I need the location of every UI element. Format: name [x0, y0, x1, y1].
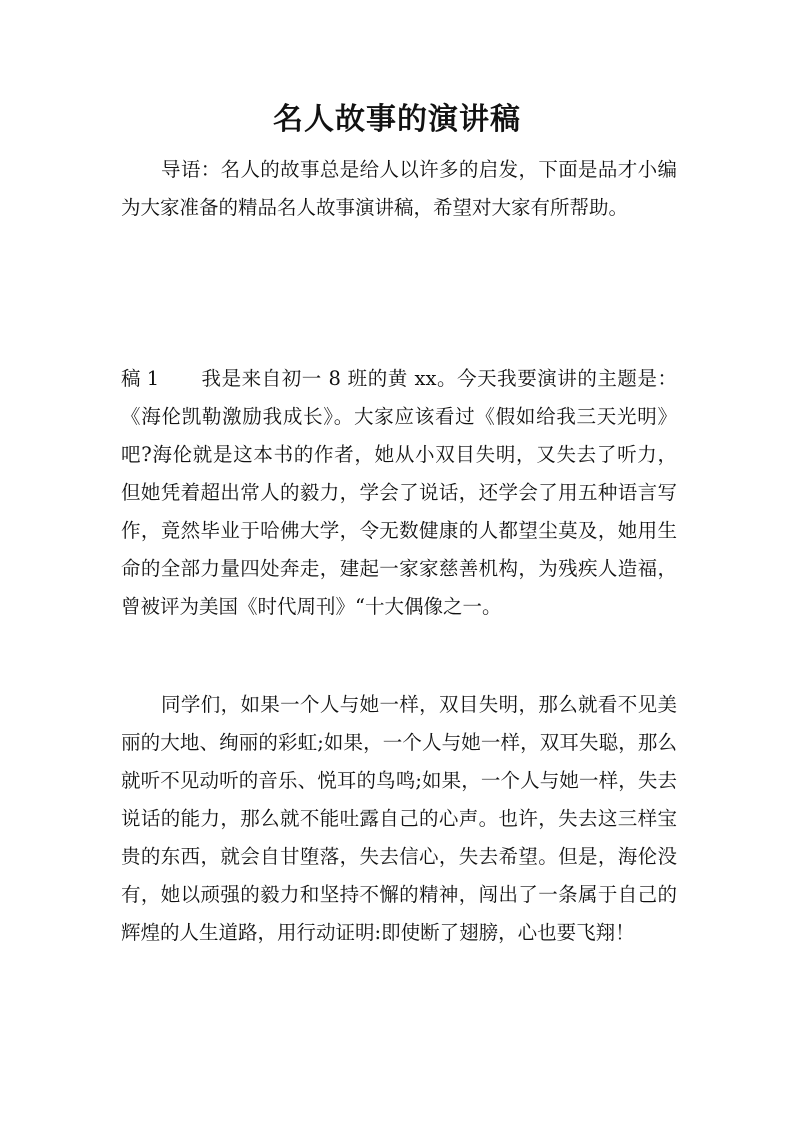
speech-paragraph-1: [121, 360, 677, 626]
speech-paragraph-2: 同学们，如果一个人与她一样，双目失明，那么就看不见美丽的大地、绚丽的彩虹;如果，一个人与她一样，双耳失聪，那么就听不见动听的音乐、悦耳的鸟鸣;如果，一个人与她一样，失去说话的能力，那么就不能吐露自己的心声。也许，失去这三样宝贵的东西，就会自甘堕落，失去信心，失去希望。但是，海伦没有，她以顽强的毅力和坚持不懈的精神，闯出了一条属于自己的辉煌的人生道路，用行动证明:即使断了翅膀，心也要飞翔！: [121, 693, 677, 944]
section-label: 稿 1: [121, 367, 160, 390]
paragraph-text: 我是来自初一 8 班的黄 xx。今天我要演讲的主题是：《海伦凯勒激励我成长》。大家应该看过《假如给我三天光明》吧?海伦就是这本书的作者，她从小双目失明，又失去了听力，但她凭着超出常人的毅力，学会了说话，还学会了用五种语言写作，竟然毕业于哈佛大学，令无数健康的人都望尘莫及，她用生命的全部力量四处奔走，建起一家家慈善机构，为残疾人造福，曾被评为美国《时代周刊》“十大偶像之一。: [121, 367, 677, 618]
page-title: 名人故事的演讲稿: [273, 102, 521, 137]
intro-paragraph: 导语：名人的故事总是给人以许多的启发，下面是品才小编为大家准备的精品名人故事演讲稿，希望对大家有所帮助。: [121, 158, 677, 219]
